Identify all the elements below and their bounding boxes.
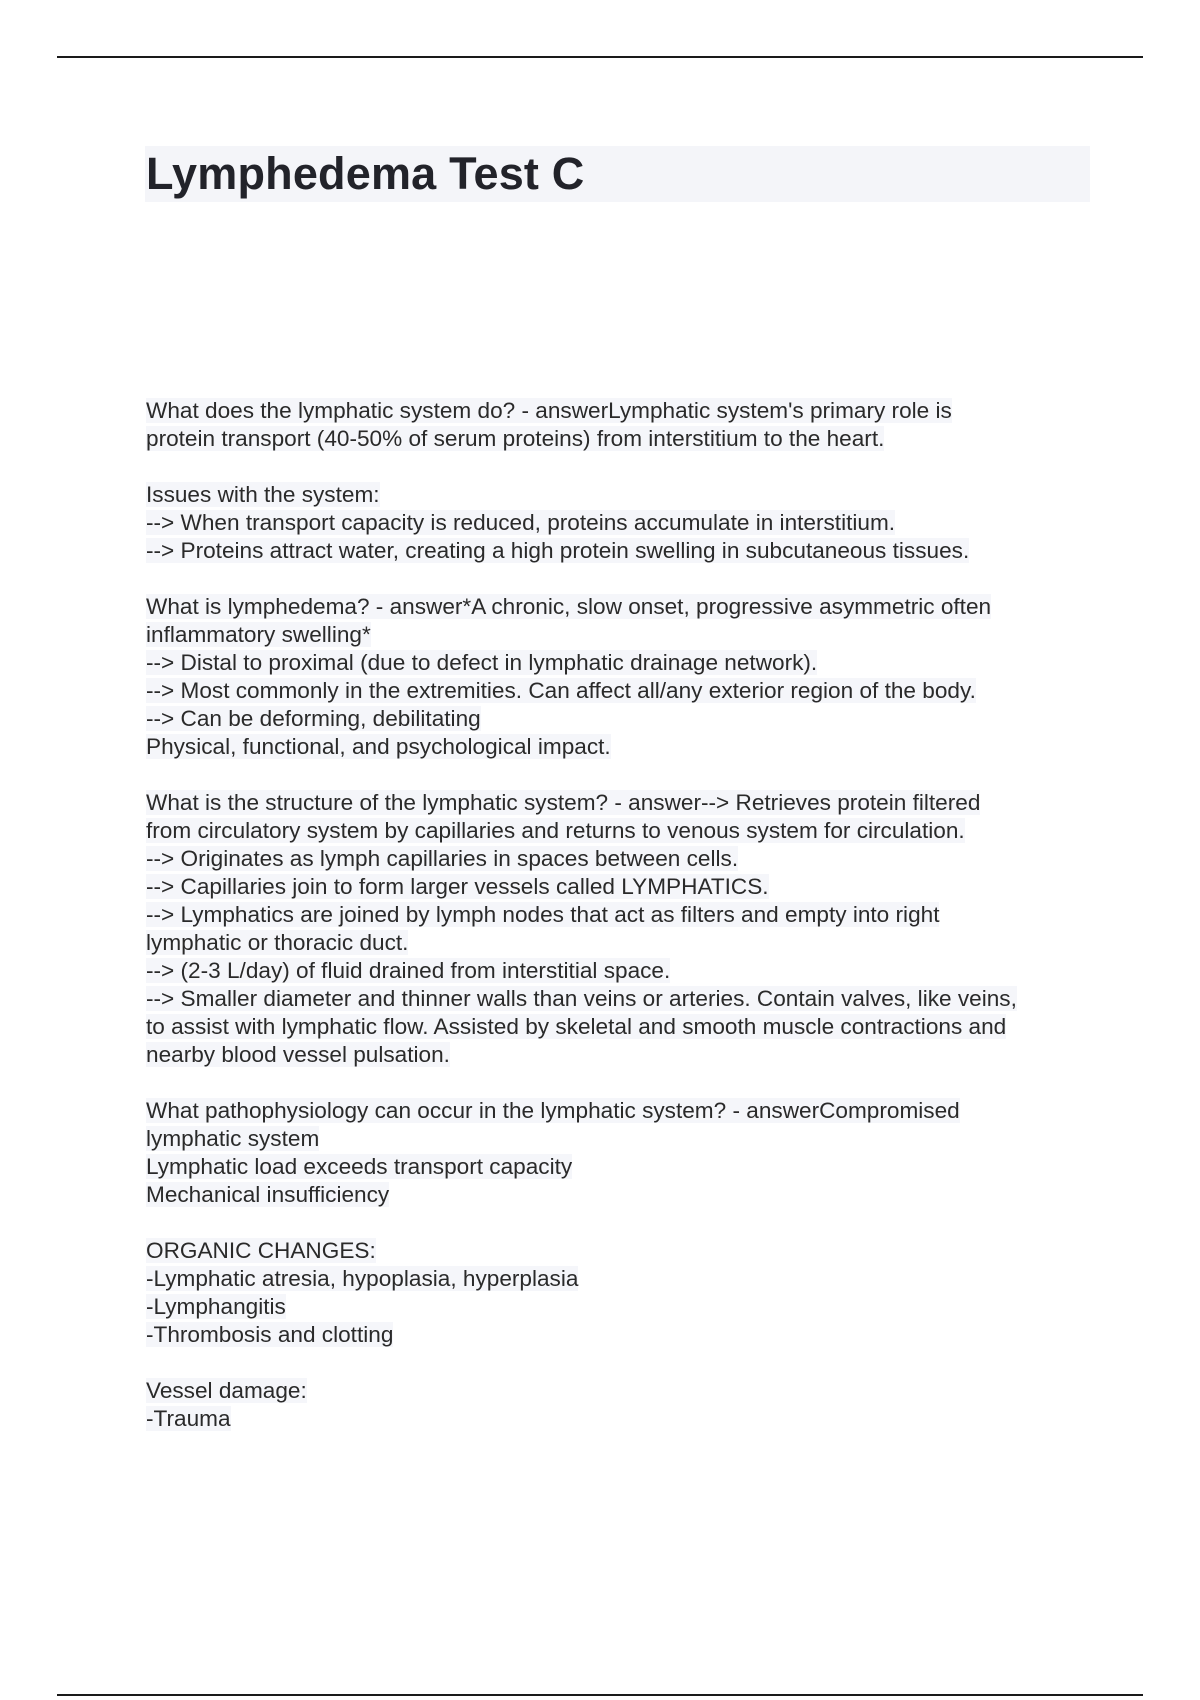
top-rule xyxy=(57,56,1143,58)
text-line: -Lymphatic atresia, hypoplasia, hyperplasia xyxy=(146,1266,579,1291)
text-line: lymphatic system xyxy=(146,1126,320,1151)
text-line: What is the structure of the lymphatic system? - answer--> Retrieves protein filtered xyxy=(146,790,981,815)
text-line: What pathophysiology can occur in the lymphatic system? - answerCompromised xyxy=(146,1098,960,1123)
text-line: --> Smaller diameter and thinner walls than veins or arteries. Contain valves, like veins, xyxy=(146,986,1017,1011)
text-line: --> Capillaries join to form larger vessels called LYMPHATICS. xyxy=(146,874,769,899)
text-line: What is lymphedema? - answer*A chronic, slow onset, progressive asymmetric often xyxy=(146,594,992,619)
text-line: -Thrombosis and clotting xyxy=(146,1322,394,1347)
text-line: -Trauma xyxy=(146,1406,231,1431)
text-line: Physical, functional, and psychological impact. xyxy=(146,734,611,759)
text-line: --> Lymphatics are joined by lymph nodes that act as filters and empty into right xyxy=(146,902,940,927)
text-line: --> When transport capacity is reduced, proteins accumulate in interstitium. xyxy=(146,510,896,535)
text-line: from circulatory system by capillaries and returns to venous system for circulation. xyxy=(146,818,965,843)
qa-block xyxy=(146,397,1091,453)
text-line: -Lymphangitis xyxy=(146,1294,286,1319)
text-line: lymphatic or thoracic duct. xyxy=(146,930,409,955)
qa-block xyxy=(146,1097,1091,1209)
text-line: --> Originates as lymph capillaries in spaces between cells. xyxy=(146,846,739,871)
bottom-rule xyxy=(57,1694,1143,1696)
text-line: --> (2-3 L/day) of fluid drained from interstitial space. xyxy=(146,958,671,983)
qa-block xyxy=(146,1237,1091,1349)
text-line: What does the lymphatic system do? - answerLymphatic system's primary role is xyxy=(146,398,952,423)
qa-block xyxy=(146,481,1091,565)
document-body xyxy=(146,397,1091,1461)
text-line: Issues with the system: xyxy=(146,482,380,507)
text-line: --> Most commonly in the extremities. Can affect all/any exterior region of the body. xyxy=(146,678,976,703)
qa-block xyxy=(146,789,1091,1069)
text-line: protein transport (40-50% of serum proteins) from interstitium to the heart. xyxy=(146,426,885,451)
text-line: Lymphatic load exceeds transport capacity xyxy=(146,1154,573,1179)
qa-block xyxy=(146,1377,1091,1433)
text-line: --> Distal to proximal (due to defect in lymphatic drainage network). xyxy=(146,650,818,675)
page-title: Lymphedema Test C xyxy=(146,148,585,199)
text-line: inflammatory swelling* xyxy=(146,622,371,647)
text-line: --> Can be deforming, debilitating xyxy=(146,706,481,731)
text-line: Vessel damage: xyxy=(146,1378,307,1403)
text-line: nearby blood vessel pulsation. xyxy=(146,1042,450,1067)
text-line: ORGANIC CHANGES: xyxy=(146,1238,376,1263)
text-line: to assist with lymphatic flow. Assisted by skeletal and smooth muscle contractions and xyxy=(146,1014,1007,1039)
text-line: --> Proteins attract water, creating a high protein swelling in subcutaneous tissues. xyxy=(146,538,970,563)
qa-block xyxy=(146,593,1091,761)
text-line: Mechanical insufficiency xyxy=(146,1182,390,1207)
